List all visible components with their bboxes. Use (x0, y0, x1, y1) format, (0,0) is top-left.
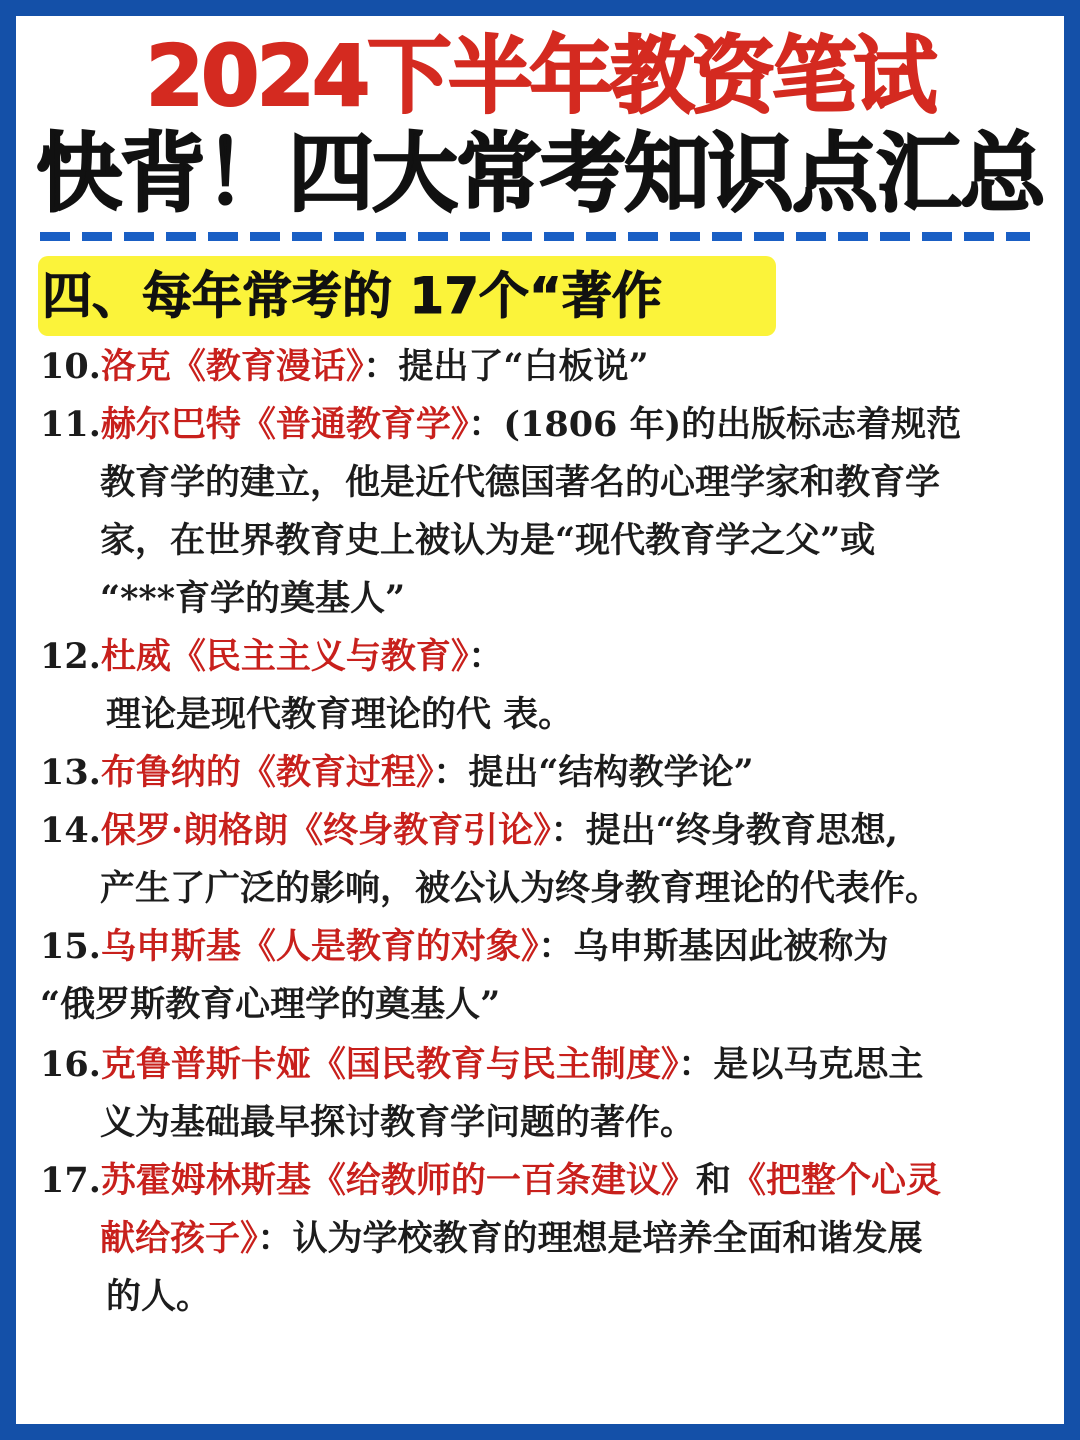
list-item-17 (40, 1152, 941, 1326)
item-text: 义为基础最早探讨教育学问题的著作。 (100, 1102, 696, 1143)
item-number: 12. (40, 636, 101, 677)
item-text: “***育学的奠基人” (100, 578, 406, 619)
list-item-15 (40, 918, 888, 1034)
item-text: ：提出“结构教学论” (433, 752, 754, 793)
book-title: 赫尔巴特《普通教育学》 (100, 404, 469, 445)
book-title: 克鲁普斯卡娅《国民教育与民主制度》 (100, 1044, 679, 1085)
book-title: 保罗·朗格朗《终身教育引论》 (100, 810, 551, 851)
section-heading: 四、每年常考的 17个“著作 (42, 267, 662, 325)
item-number: 15. (40, 926, 101, 967)
item-text: 的人。 (106, 1276, 212, 1317)
list-item-13 (40, 744, 754, 802)
item-text: ：乌申斯基因此被称为 (538, 926, 889, 967)
item-text: 教育学的建立，他是近代德国著名的心理学家和教育学 (100, 462, 941, 503)
book-title: 苏霍姆林斯基《给教师的一百条建议》 (100, 1160, 696, 1201)
item-text: 理论是现代教育理论的代 表。 (106, 694, 574, 735)
item-number: 14. (40, 810, 101, 851)
list-item-14 (40, 802, 940, 918)
item-text: ：是以马克思主 (678, 1044, 924, 1085)
item-text: “俄罗斯教育心理学的奠基人” (40, 984, 501, 1025)
item-text: ：认为学校教育的理想是培养全面和谐发展 (257, 1218, 923, 1259)
item-number: 13. (40, 752, 101, 793)
page-subtitle: 快背！四大常考知识点汇总 (36, 124, 1044, 224)
book-title: 洛克《教育漫话》 (100, 346, 364, 387)
item-number: 10. (40, 346, 101, 387)
item-text: 和 (695, 1160, 731, 1201)
book-title-2: 《把整个心灵 (730, 1160, 941, 1201)
dashed-divider (40, 232, 1030, 241)
item-text: 产生了广泛的影响，被公认为终身教育理论的代表作。 (100, 868, 941, 909)
list-item-11 (40, 396, 961, 628)
page-title: 2024下半年教资笔试 (145, 27, 935, 125)
book-title: 杜威《民主主义与教育》 (100, 636, 469, 677)
list-item-10 (40, 338, 649, 396)
list-item-16 (40, 1036, 923, 1152)
list-item-12 (40, 628, 573, 744)
book-title: 乌申斯基《人是教育的对象》 (100, 926, 539, 967)
item-text: ：提出了“白板说” (363, 346, 649, 387)
item-text: ：提出“终身教育思想, (550, 810, 898, 851)
book-title: 布鲁纳的《教育过程》 (100, 752, 434, 793)
item-text: 家，在世界教育史上被认为是“现代教育学之父”或 (100, 520, 876, 561)
item-number: 11. (40, 404, 101, 445)
book-title-2-cont: 献给孩子》 (100, 1218, 258, 1259)
item-text: ：(1806 年)的出版标志着规范 (468, 404, 962, 445)
item-number: 17. (40, 1160, 101, 1201)
item-text: ： (468, 636, 504, 677)
item-number: 16. (40, 1044, 101, 1085)
